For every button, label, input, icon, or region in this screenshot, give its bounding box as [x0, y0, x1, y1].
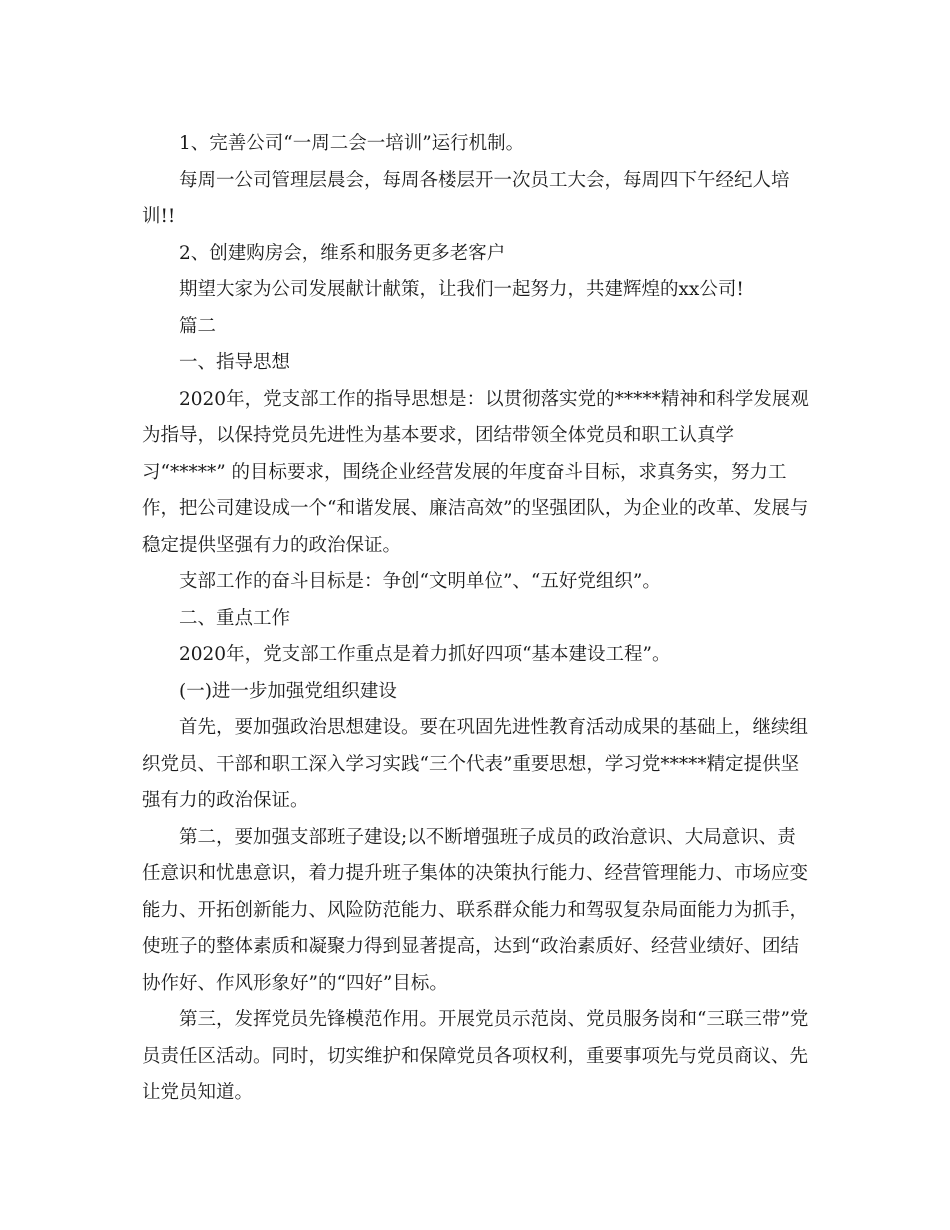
text-line: (一)进一步加强党组织建设 — [179, 680, 397, 702]
paragraph — [142, 236, 810, 273]
paragraph — [142, 309, 810, 346]
text-line: 第三，发挥党员先锋模范作用。开展党员示范岗、党员服务岗和“三联三带”党 — [179, 1009, 809, 1030]
document-body — [142, 126, 810, 1112]
text-line: 强有力的政治保证。 — [142, 790, 309, 811]
paragraph — [142, 163, 810, 236]
text-line: 每周一公司管理层晨会，每周各楼层开一次员工大会，每周四下午经纪人培 — [179, 169, 790, 191]
paragraph — [142, 674, 810, 711]
paragraph — [142, 710, 810, 820]
text-line: 稳定提供坚强有力的政治保证。 — [142, 534, 402, 556]
text-line: 二、重点工作 — [179, 607, 291, 629]
text-line: 2、创建购房会，维系和服务更多老客户 — [179, 242, 506, 264]
text-line: 使班子的整体素质和凝聚力得到显著提高，达到“政治素质好、经营业绩好、团结 — [142, 936, 799, 957]
text-line: 任意识和忧患意识，着力提升班子集体的决策执行能力、经营管理能力、市场应变 — [142, 863, 809, 884]
text-line: 训!! — [142, 206, 176, 227]
paragraph — [142, 272, 810, 309]
paragraph — [142, 126, 810, 163]
text-line: 习“*****” 的目标要求，围绕企业经营发展的年度奋斗目标，求真务实，努力工 — [142, 461, 787, 483]
text-line: 期望大家为公司发展献计献策，让我们一起努力，共建辉煌的xx公司! — [179, 279, 744, 300]
text-line: 2020年，党支部工作重点是着力抓好四项“基本建设工程”。 — [179, 644, 671, 665]
paragraph — [142, 820, 810, 1003]
text-line: 1、完善公司“一周二会一培训”运行机制。 — [179, 133, 525, 154]
text-line: 协作好、作风形象好”的“四好”目标。 — [142, 972, 448, 994]
paragraph — [142, 345, 810, 382]
text-line: 为指导，以保持党员先进性为基本要求，团结带领全体党员和职工认真学 — [142, 425, 735, 446]
text-line: 支部工作的奋斗目标是：争创“文明单位”、“五好党组织”。 — [179, 571, 661, 592]
paragraph — [142, 564, 810, 601]
paragraph — [142, 382, 810, 565]
text-line: 2020年，党支部工作的指导思想是：以贯彻落实党的*****精神和科学发展观 — [179, 388, 809, 410]
text-line: 一、指导思想 — [179, 352, 291, 373]
text-line: 能力、开拓创新能力、风险防范能力、联系群众能力和驾驭复杂局面能力为抓手， — [142, 899, 809, 921]
text-line: 作，把公司建设成一个“和谐发展、廉洁高效”的坚强团队，为企业的改革、发展与 — [142, 498, 809, 519]
text-line: 员责任区活动。同时，切实维护和保障党员各项权利，重要事项先与党员商议、先 — [142, 1045, 809, 1067]
text-line: 织党员、干部和职工深入学习实践“三个代表”重要思想，学习党*****精定提供坚 — [142, 753, 800, 775]
text-line: 篇二 — [179, 315, 217, 337]
text-line: 第二，要加强支部班子建设;以不断增强班子成员的政治意识、大局意识、责 — [179, 826, 796, 848]
text-line: 首先，要加强政治思想建设。要在巩固先进性教育活动成果的基础上，继续组 — [179, 717, 809, 738]
text-line: 让党员知道。 — [142, 1082, 254, 1103]
paragraph — [142, 1002, 810, 1112]
paragraph — [142, 637, 810, 674]
paragraph — [142, 601, 810, 638]
